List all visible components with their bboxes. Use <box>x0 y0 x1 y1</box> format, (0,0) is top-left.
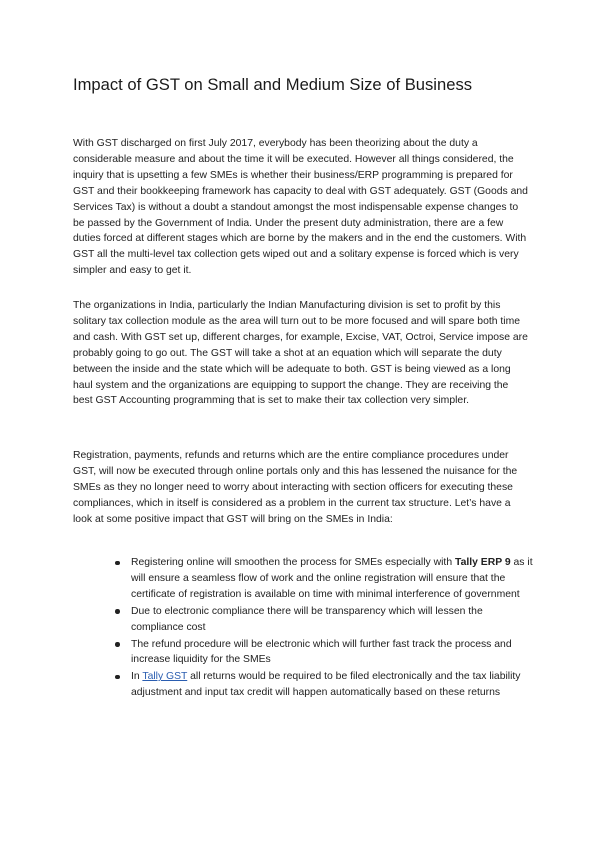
bullet-icon <box>115 675 120 680</box>
paragraph-compliance: Registration, payments, refunds and returns which are the entire compliance procedures under GST, will now be executed through online portals only and this has lessened the nuisance for the SMEs as they no longer need to worry about interacting with section officers for executing these compliances, which in itself is considered as a problem in the current tax structure. Let’s have a look at some positive impact that GST will bring on the SMEs in India: <box>73 450 518 525</box>
list-item <box>113 669 533 701</box>
list-item <box>113 555 533 603</box>
document-title: Impact of GST on Small and Medium Size of Business <box>73 75 473 94</box>
bullet-text: In <box>131 671 143 683</box>
bullet-icon <box>115 609 120 614</box>
bullet-icon <box>115 642 120 647</box>
list-item <box>113 637 533 669</box>
bullet-text: Registering online will smoothen the process for SMEs especially with <box>131 557 455 568</box>
impact-bullet-list <box>113 555 533 702</box>
bullet-text: Due to electronic compliance there will be transparency which will lessen the compliance cost <box>131 605 483 633</box>
tally-gst-link[interactable]: Tally GST <box>142 671 188 683</box>
bullet-text: as it will ensure a seamless flow of work and the online registration will ensure that the certificate of registration is available on time with minimal interference of government <box>131 557 533 600</box>
list-item <box>113 604 533 636</box>
bullet-text: The refund procedure will be electronic which will further fast track the process and increase liquidity for the SMEs <box>131 638 512 666</box>
bullet-text: all returns would be required to be filed electronically and the tax liability adjustment and input tax credit will happen automatically based on these returns <box>131 671 521 699</box>
tally-erp-bold-text: Tally ERP 9 <box>455 557 511 568</box>
paragraph-intro: With GST discharged on first July 2017, everybody has been theorizing about the duty a considerable measure and about the time it will be executed. However all things considered, the inquiry that is upsetting a few SMEs is whether their business/ERP programming is prepared for GST and their bookkeeping framework has capacity to deal with GST adequately. GST (Goods and Services Tax) is without a doubt a standout amongst the most indispensable expense changes to be passed by the Government of India. Under the present duty administration, there are a few duties forced at different stages which are borne by the makers and in the end the customers. With GST all the multi-level tax collection gets wiped out and a solitary expense is forced which is very simpler and easy to get it. <box>73 138 528 277</box>
bullet-icon <box>115 561 120 566</box>
paragraph-manufacturing: The organizations in India, particularly the Indian Manufacturing division is set to profit by this solitary tax collection module as the area will turn out to be more focused and will spare both time and cash. With GST set up, different charges, for example, Excise, VAT, Octroi, Service impose are probably going to go out. The GST will take a shot at an equation which will separate the duty between the inside and the state which will be adequate to both. GST is being viewed as a long haul system and the organizations are equipping to support the change. They are receiving the best GST Accounting programming that is set to make their tax collection very simpler. <box>73 300 528 407</box>
